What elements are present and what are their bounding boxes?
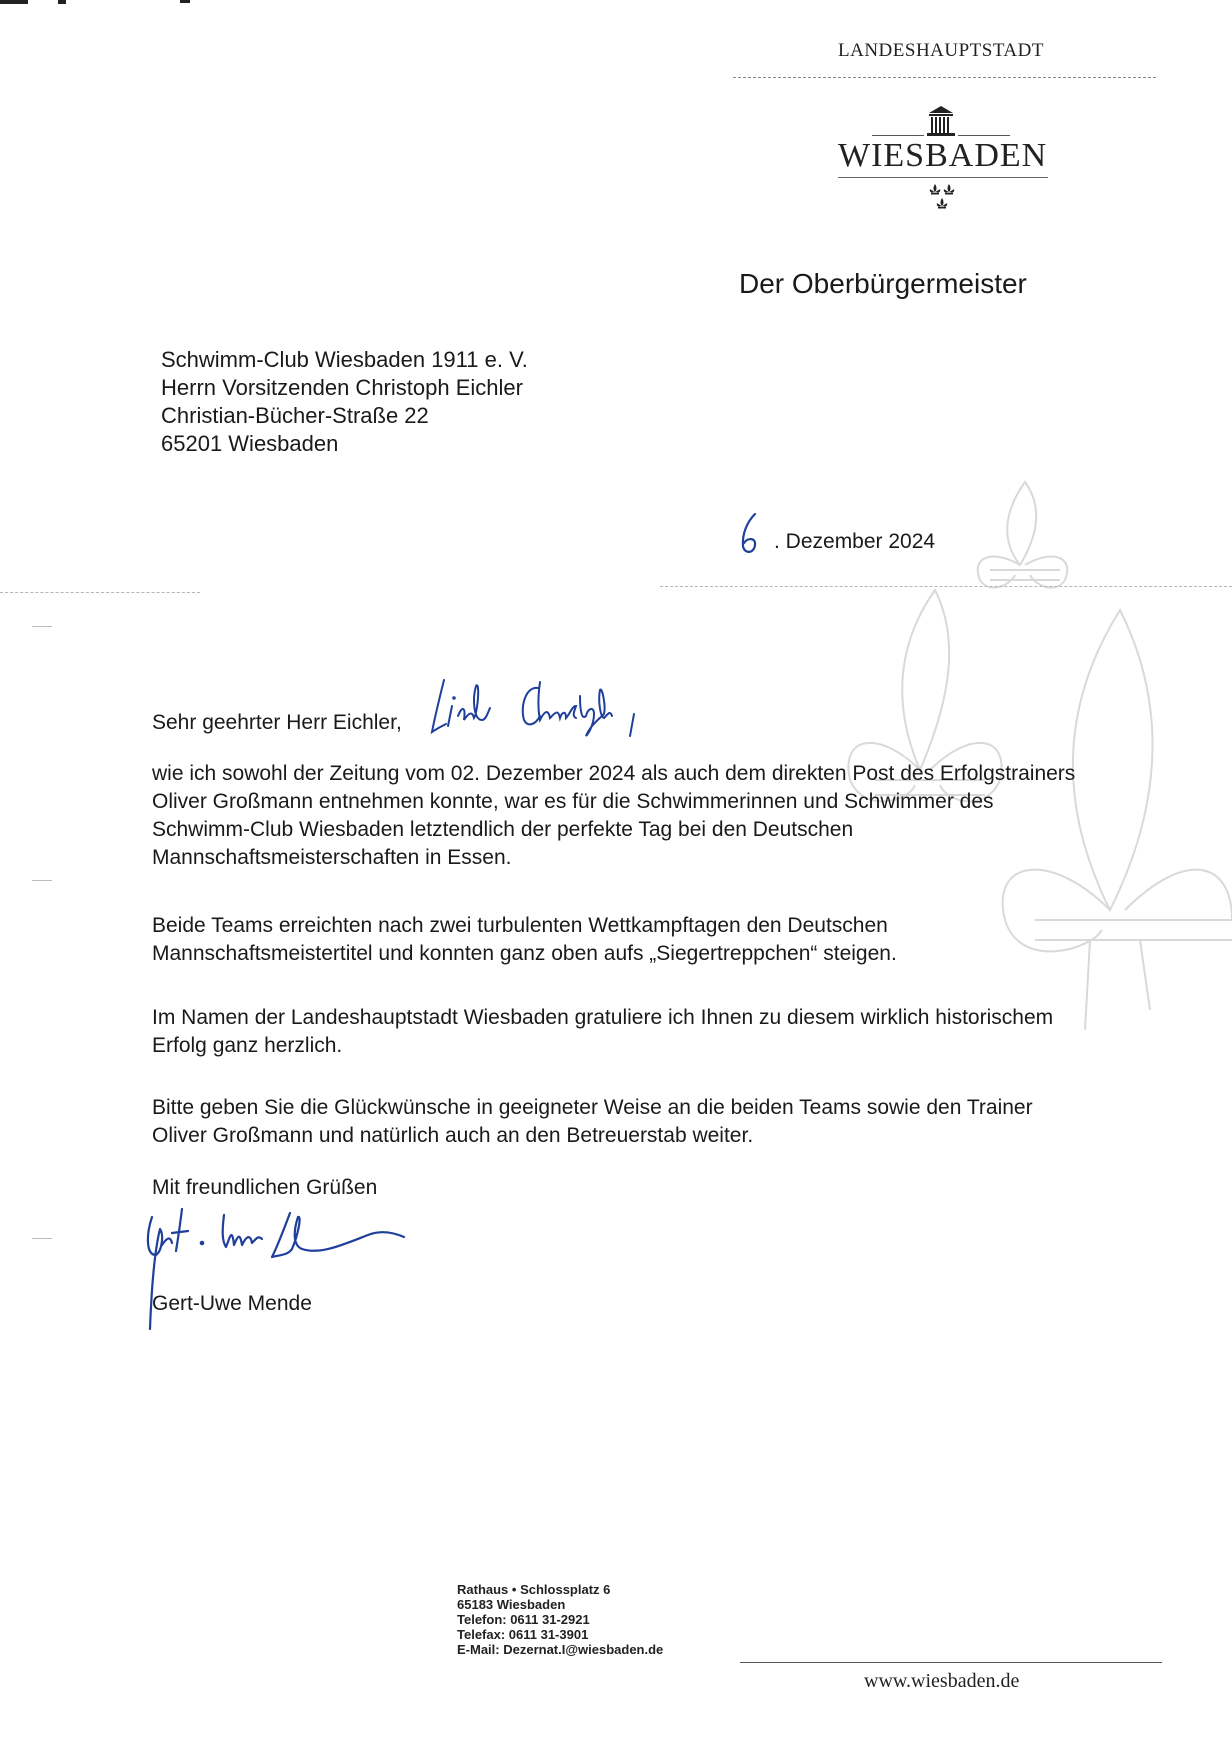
body-paragraph: Beide Teams erreichten nach zwei turbulenten Wettkampftagen den Deutschen Mannschaftsmeistertitel und konnten ganz oben aufs „Siegertreppchen“ steigen. [152,914,897,965]
fold-mark [0,592,200,593]
letterhead-city-rule [838,177,1048,178]
footer-line: Rathaus • Schlossplatz 6 [457,1582,611,1597]
recipient-address [161,346,528,458]
margin-mark [32,880,52,881]
letter-date: . Dezember 2024 [774,530,936,553]
footer-line: Telefax: 0611 31-3901 [457,1627,589,1642]
address-line: Christian-Bücher-Straße 22 [161,403,429,428]
scan-artifact [180,0,190,3]
margin-mark [32,626,52,627]
footer-line: 65183 Wiesbaden [457,1597,566,1612]
letterhead-label: LANDESHAUPTSTADT [838,40,1044,61]
letterhead-divider [733,77,1156,78]
address-line: Herrn Vorsitzenden Christoph Eichler [161,375,523,400]
footer-website: www.wiesbaden.de [864,1670,1020,1692]
scan-artifact [0,0,28,4]
scan-artifact [58,0,66,4]
handwritten-greeting [430,676,650,740]
footer-divider [740,1662,1162,1663]
signer-name: Gert-Uwe Mende [152,1292,312,1315]
fold-mark [660,586,1232,587]
footer-line: E-Mail: Dezernat.I@wiesbaden.de [457,1642,664,1657]
body-paragraph: Bitte geben Sie die Glückwünsche in geeigneter Weise an die beiden Teams sowie den Trainer Oliver Großmann und natürlich auch an den Betreuerstab weiter. [152,1096,1033,1147]
crest-right-line [958,135,1010,136]
footer-line: Telefon: 0611 31-2921 [457,1612,590,1627]
town-hall-crest-icon [926,105,956,137]
crest-left-line [872,135,924,136]
fleur-de-lis-crest-icon [928,182,958,218]
footer-contact [457,1582,663,1657]
margin-mark [32,1238,52,1239]
handwritten-date-day [738,512,762,556]
body-paragraph: wie ich sowohl der Zeitung vom 02. Dezember 2024 als auch dem direkten Post des Erfolgstrainers Oliver Großmann entnehmen konnte, war es für die Schwimmerinnen und Schwimmer des Schwimm-Club Wiesbaden letztendlich der perfekte Tag bei den Deutschen Mannschaftsmeisterschaften in Essen. [152,762,1076,869]
address-line: 65201 Wiesbaden [161,431,339,456]
body-paragraph: Im Namen der Landeshauptstadt Wiesbaden gratuliere ich Ihnen zu diesem wirklich historischem Erfolg ganz herzlich. [152,1006,1054,1057]
salutation: Sehr geehrter Herr Eichler, [152,711,402,734]
sender-title: Der Oberbürgermeister [739,268,1027,299]
letterhead-city: WIESBADEN [838,137,1048,174]
closing-phrase: Mit freundlichen Grüßen [152,1176,378,1199]
address-line: Schwimm-Club Wiesbaden 1911 e. V. [161,347,528,372]
